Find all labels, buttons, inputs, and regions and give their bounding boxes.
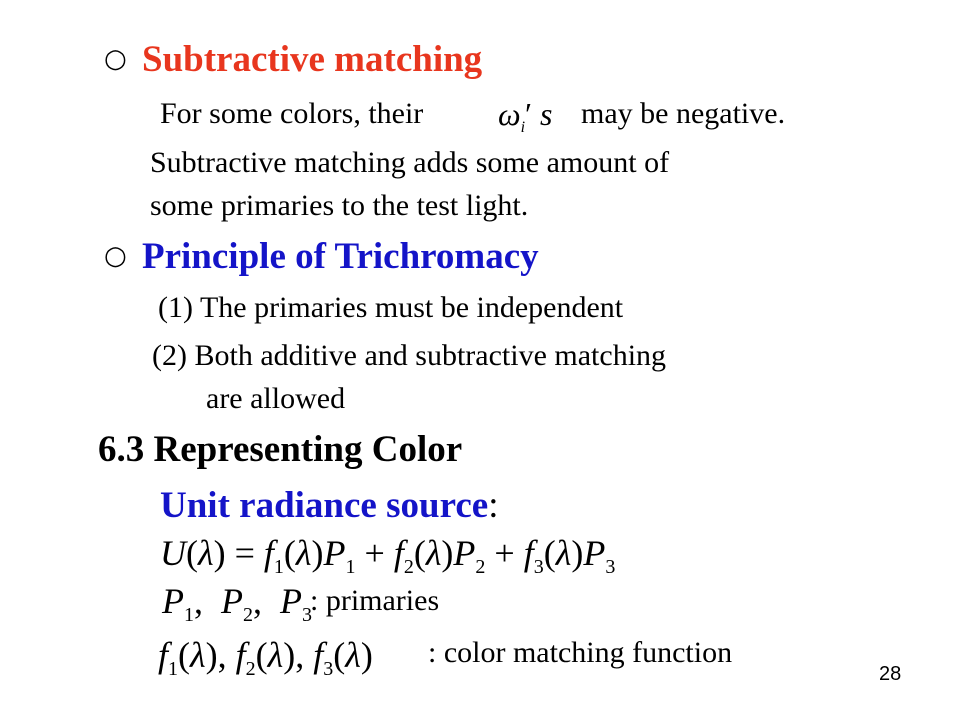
subtractive-line-1-post: may be negative. — [581, 97, 786, 130]
subtractive-line-1-pre: For some colors, their — [160, 97, 424, 130]
color-matching-function-description: : color matching function — [428, 636, 733, 669]
subtractive-line-2: Subtractive matching adds some amount of — [150, 146, 670, 179]
page-number: 28 — [879, 663, 902, 685]
omega-i-prime-s-symbol: $\omega_i'$ s — [498, 96, 553, 136]
trichromacy-heading: Principle of Trichromacy — [142, 236, 539, 277]
primaries-description: : primaries — [310, 584, 440, 617]
trichromacy-item-2: (2) Both additive and subtractive matching — [152, 339, 667, 372]
color-matching-functions-symbols: $f_1(\lambda)$, $f_2(\lambda)$, $f_3(\lambda)$ — [158, 635, 373, 680]
unit-radiance-source-text: Unit radiance source — [160, 485, 489, 526]
unit-radiance-equation: $U(\lambda) = f_1(\lambda)P_1 + f_2(\lambda)P_2 + f_3(\lambda)P_3$ — [160, 533, 616, 578]
section-heading: 6.3 Representing Color — [98, 429, 463, 470]
primaries-symbols: $P_1$, $P_2$, $P_3$ — [162, 581, 312, 626]
subtractive-heading: Subtractive matching — [142, 39, 483, 80]
trichromacy-item-1: (1) The primaries must be independent — [158, 291, 624, 324]
unit-radiance-source-label — [160, 484, 498, 527]
subtractive-line-3: some primaries to the test light. — [150, 189, 529, 222]
unit-radiance-colon: : — [488, 485, 499, 526]
bullet-circle-2: ○ — [104, 241, 127, 271]
bullet-circle-1: ○ — [104, 44, 127, 74]
trichromacy-item-2-cont: are allowed — [206, 382, 346, 415]
